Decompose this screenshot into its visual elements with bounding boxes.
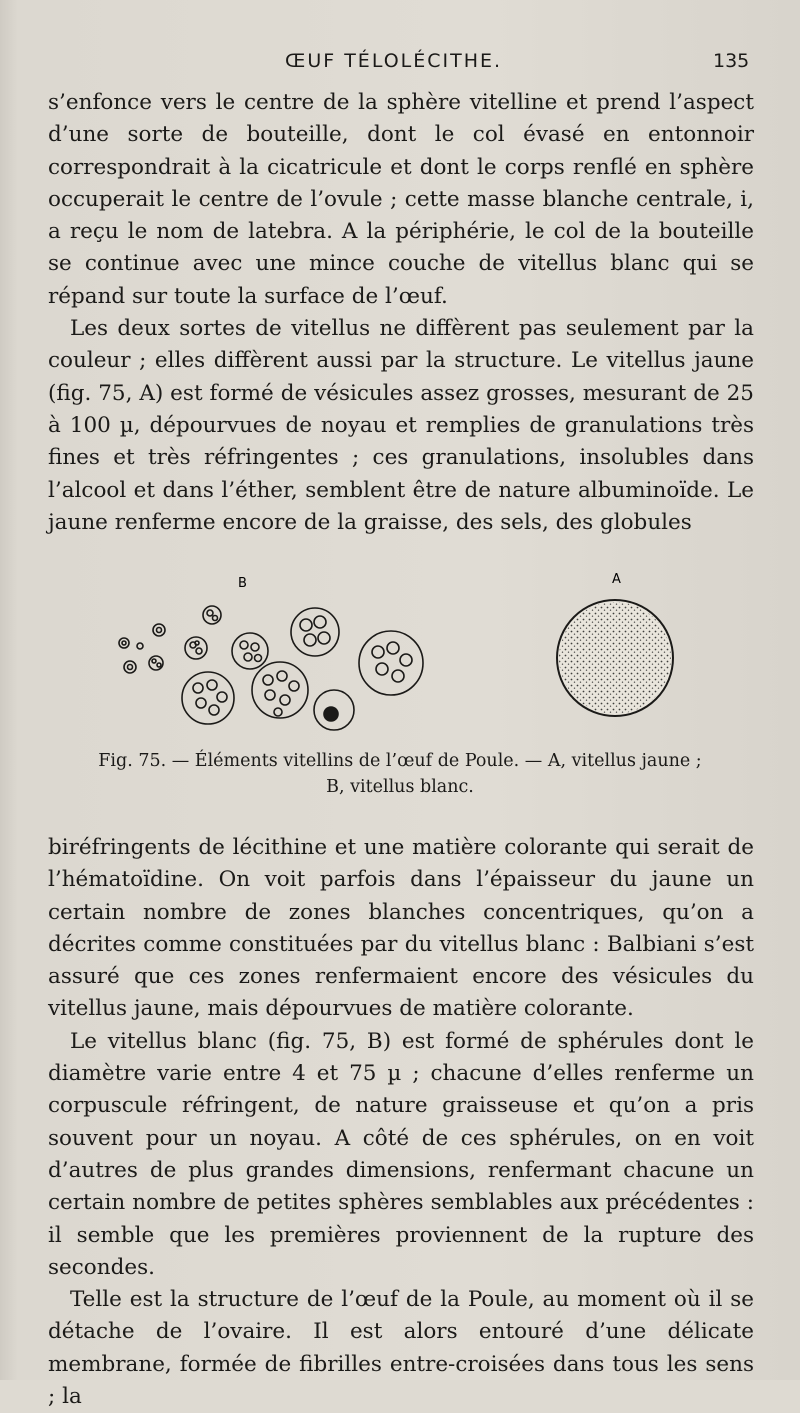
text-block-top xyxy=(48,87,754,539)
paragraph-continuation: s’enfonce vers le centre de la sphère vitelline et prend l’aspect d’une sorte de bouteille, dont le col évasé en entonnoir correspondrait à la cicatricule et dont le corps renflé en sphère occuperait le centre de l’ovule ; cette masse blanche centrale, i, a reçu le nom de latebra. A la périphérie, le col de la bouteille se continue avec une mince couche de vitellus blanc qui se répand sur toute la surface de l’œuf. xyxy=(48,90,754,309)
text-block-bottom xyxy=(48,832,754,1413)
caption-line-1: Fig. 75. — Éléments vitellins de l’œuf de Poule. — A, vitellus jaune ; xyxy=(98,751,702,771)
vitellus-jaune-vesicle xyxy=(557,600,673,716)
running-title: ŒUF TÉLOLÉCITHE. xyxy=(285,50,503,72)
figure-label-a: A xyxy=(612,572,621,587)
vitellus-blanc-spherules xyxy=(119,606,423,730)
page-number: 135 xyxy=(713,50,750,72)
figure-label-b: B xyxy=(238,576,247,591)
paragraph-birefringents: biréfringents de lécithine et une matière colorante qui serait de l’hématoïdine. On voit parfois dans l’épaisseur du jaune un certain nombre de zones blanches concentriques, qu’on a décrites comme constituées par du vitellus blanc : Balbiani s’est assuré que ces zones renfermaient encore des vésicules du vitellus jaune, mais dépourvues de matière colorante. xyxy=(48,835,754,1022)
page-header xyxy=(0,50,800,86)
caption-line-2: B, vitellus blanc. xyxy=(326,777,474,797)
paragraph-vitellus-structure: Les deux sortes de vitellus ne diffèrent pas seulement par la couleur ; elles diffèrent aussi par la structure. Le vitellus jaune (fig. 75, A) est formé de vésicules assez grosses, mesurant de 25 à 100 µ, dépourvues de noyau et remplies de granulations très fines et très réfringentes ; ces granulations, insolubles dans l’alcool et dans l’éther, semblent être de nature albuminoïde. Le jaune renferme encore de la graisse, des sels, des globules xyxy=(48,316,754,535)
paragraph-structure-oeuf: Telle est la structure de l’œuf de la Poule, au moment où il se détache de l’ovaire. Il est alors entouré d’une délicate membrane, formée de fibrilles entre-croisées dans tous les sens ; la xyxy=(48,1287,754,1410)
figure-illustration xyxy=(0,570,800,745)
paragraph-vitellus-blanc: Le vitellus blanc (fig. 75, B) est formé de sphérules dont le diamètre varie entre 4 et 75 µ ; chacune d’elles renferme un corpuscule réfringent, de nature graisseuse et qu’on a pris souvent pour un noyau. A côté de ces sphérules, on en voit d’autres de plus grandes dimensions, renfermant chacune un certain nombre de petites sphères semblables aux précédentes : il semble que les premières proviennent de la rupture des secondes. xyxy=(48,1028,754,1280)
figure-caption xyxy=(0,748,800,800)
figure-75 xyxy=(0,570,800,820)
